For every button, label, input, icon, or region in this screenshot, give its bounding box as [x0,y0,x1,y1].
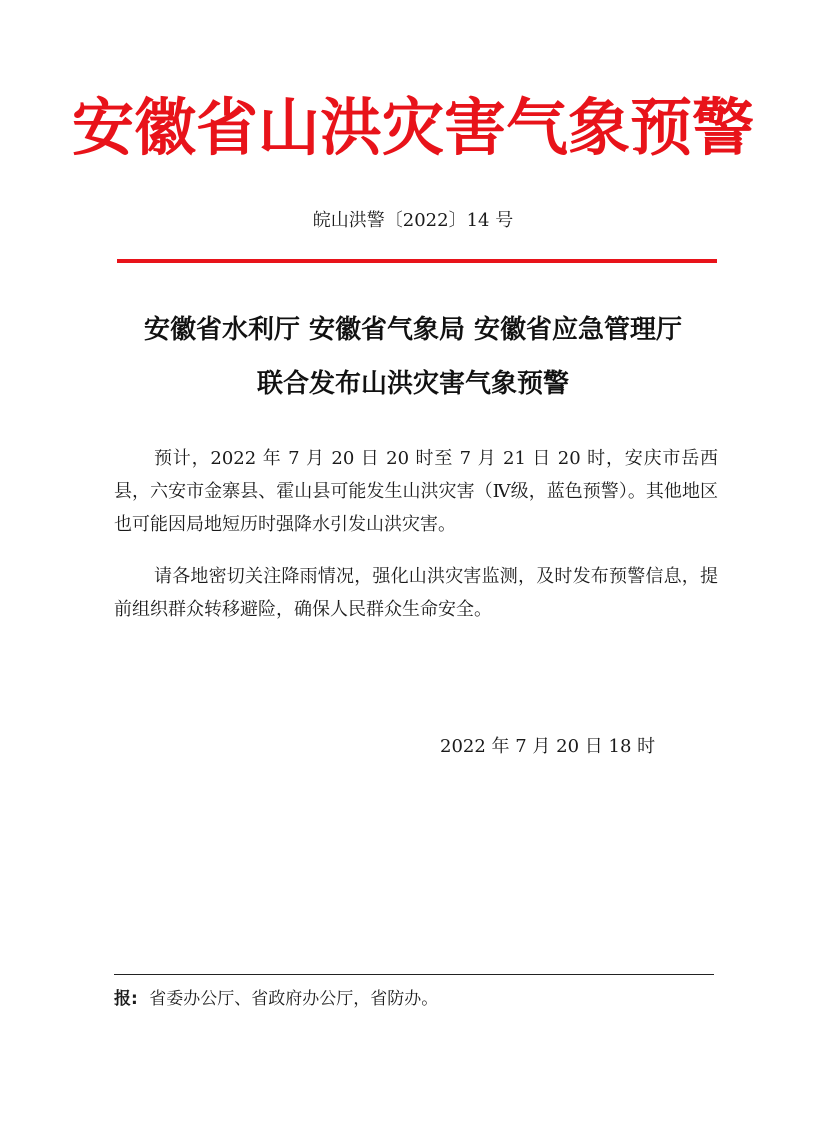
instruction-paragraph: 请各地密切关注降雨情况，强化山洪灾害监测，及时发布预警信息，提前组织群众转移避险，确保人民群众生命安全。 [114,566,718,620]
document-number: 皖山洪警〔2022〕14 号 [312,210,514,231]
forecast-paragraph: 预计，2022 年 7 月 20 日 20 时至 7 月 21 日 20 时，安庆市岳西县，六安市金寨县、霍山县可能发生山洪灾害（Ⅳ级，蓝色预警）。其他地区也可能因局地短历时强降水引发山洪灾害。 [114,448,718,535]
footer-divider [114,974,714,975]
issue-date: 2022 年 7 月 20 日 18 时 [440,736,656,757]
distribution-label: 报: [114,989,138,1009]
masthead-title: 安徽省山洪灾害气象预警 [71,91,754,164]
document-title-line-1: 安徽省水利厅 安徽省气象局 安徽省应急管理厅 [143,315,683,345]
distribution-recipients: 省委办公厅、省政府办公厅，省防办。 [149,989,439,1009]
distribution-line [114,986,718,1012]
document-title-line-2: 联合发布山洪灾害气象预警 [256,369,569,399]
red-divider [117,259,717,263]
